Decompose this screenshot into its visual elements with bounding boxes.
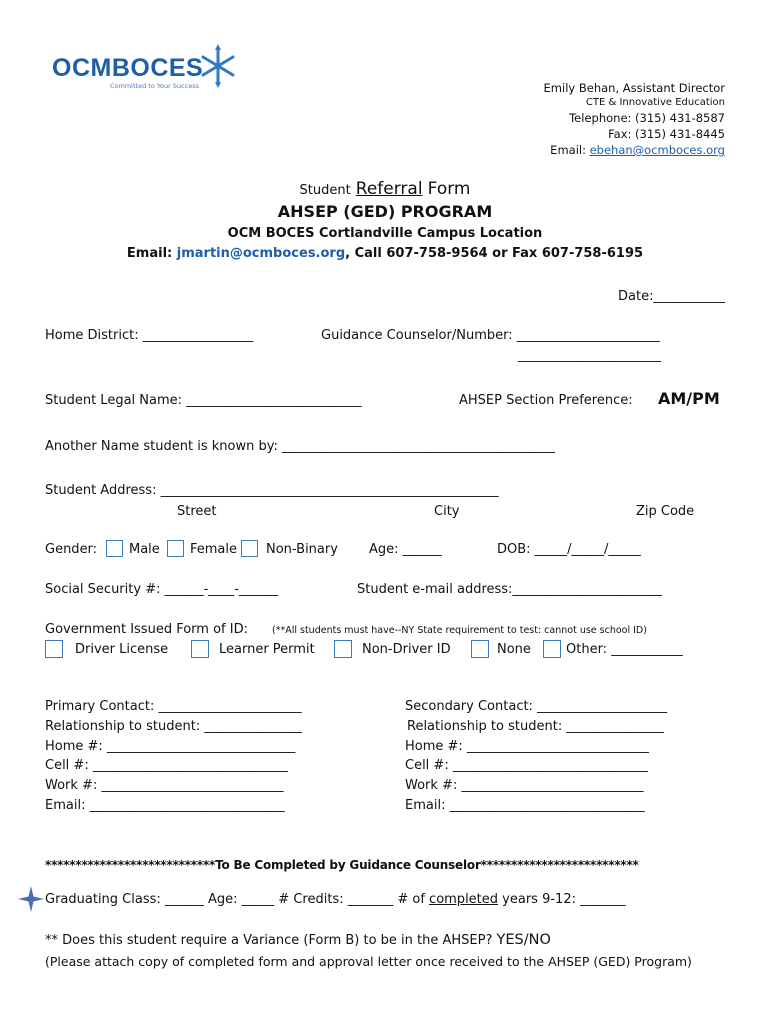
secondary-contact-field[interactable]: Secondary Contact: ____________________ — [405, 699, 668, 714]
contact-name: Emily Behan, Assistant Director — [543, 81, 725, 95]
guidance-counselor-line2[interactable]: ______________________ — [518, 348, 661, 363]
driver-license-label: Driver License — [75, 642, 169, 657]
primary-relationship-field[interactable]: Relationship to student: _______________ — [45, 719, 302, 734]
contact-telephone: Telephone: (315) 431-8587 — [569, 111, 725, 125]
male-checkbox[interactable] — [106, 540, 123, 557]
logo — [52, 44, 242, 96]
contact-dept: CTE & Innovative Education — [585, 97, 725, 108]
secondary-relationship-field[interactable]: Relationship to student: _______________ — [407, 719, 664, 734]
variance-yes-no[interactable]: YES/NO — [496, 932, 551, 948]
program-contact-line — [0, 246, 770, 261]
secondary-email-field[interactable]: Email: ______________________________ — [405, 798, 645, 813]
home-district-field[interactable]: Home District: _________________ — [45, 328, 254, 343]
primary-email-field[interactable]: Email: ______________________________ — [45, 798, 285, 813]
counselor-banner: ****************************To Be Completed by Guidance Counselor************************** — [45, 858, 639, 872]
learner-permit-label: Learner Permit — [219, 642, 315, 657]
address-field[interactable]: Student Address: ____________________________________________________ — [45, 483, 499, 498]
age-field[interactable]: Age: ______ — [369, 542, 442, 557]
gender-label: Gender: — [45, 542, 98, 557]
contact-email-link[interactable]: ebehan@ocmboces.org — [589, 143, 725, 157]
contact-fax: Fax: (315) 431-8445 — [608, 127, 725, 141]
zip-label: Zip Code — [636, 504, 695, 519]
street-label: Street — [177, 504, 217, 519]
logo-tagline: Committed to Your Success — [110, 82, 199, 90]
form-title — [0, 179, 770, 199]
program-email-link[interactable]: jmartin@ocmboces.org — [176, 246, 346, 261]
secondary-cell-field[interactable]: Cell #: ______________________________ — [405, 758, 648, 773]
campus-location: OCM BOCES Cortlandville Campus Location — [227, 226, 543, 241]
other-checkbox[interactable] — [543, 640, 561, 658]
guidance-counselor-field[interactable]: Guidance Counselor/Number: ______________________ — [321, 328, 660, 343]
male-label: Male — [129, 542, 160, 557]
contact-email-label: Email: — [550, 143, 590, 157]
none-label: None — [497, 642, 531, 657]
learner-permit-checkbox[interactable] — [191, 640, 209, 658]
nonbinary-checkbox[interactable] — [241, 540, 258, 557]
nonbinary-label: Non-Binary — [266, 542, 338, 557]
program-title: AHSEP (GED) PROGRAM — [277, 202, 493, 221]
variance-text: ** Does this student require a Variance (Form B) to be in the AHSEP? — [45, 933, 493, 948]
secondary-work-field[interactable]: Work #: ____________________________ — [405, 778, 644, 793]
ssn-field[interactable]: Social Security #: ______-____-______ — [45, 582, 278, 597]
am-pm-option[interactable]: AM/PM — [658, 389, 720, 408]
female-checkbox[interactable] — [167, 540, 184, 557]
years-field: years 9-12: _______ — [502, 892, 626, 907]
graduating-class-line[interactable] — [45, 892, 626, 907]
variance-question — [45, 932, 551, 948]
primary-cell-field[interactable]: Cell #: ______________________________ — [45, 758, 288, 773]
contact-email-line — [550, 143, 725, 157]
primary-home-field[interactable]: Home #: _____________________________ — [45, 739, 296, 754]
dob-field[interactable]: DOB: _____/_____/_____ — [497, 542, 641, 557]
date-field[interactable]: Date:___________ — [618, 289, 725, 304]
student-email-field[interactable]: Student e-mail address:_______________________ — [357, 582, 662, 597]
driver-license-checkbox[interactable] — [45, 640, 63, 658]
program-phone-fax: , Call 607-758-9564 or Fax 607-758-6195 — [345, 246, 644, 261]
primary-work-field[interactable]: Work #: ____________________________ — [45, 778, 284, 793]
city-label: City — [434, 504, 460, 519]
non-driver-label: Non-Driver ID — [362, 642, 451, 657]
snowflake-icon — [198, 44, 238, 88]
none-checkbox[interactable] — [471, 640, 489, 658]
non-driver-checkbox[interactable] — [334, 640, 352, 658]
primary-contact-field[interactable]: Primary Contact: ______________________ — [45, 699, 302, 714]
secondary-home-field[interactable]: Home #: ____________________________ — [405, 739, 649, 754]
section-preference-label: AHSEP Section Preference: — [459, 393, 633, 408]
graduating-class-fields: Graduating Class: ______ Age: _____ # Credits: _______ # of — [45, 892, 425, 907]
attach-note: (Please attach copy of completed form and approval letter once received to the AHSEP (GED) Program) — [45, 954, 692, 969]
star-marker-icon — [18, 886, 44, 912]
female-label: Female — [190, 542, 238, 557]
other-field[interactable]: Other: ___________ — [566, 642, 683, 657]
gov-id-label: Government Issued Form of ID: — [45, 622, 248, 637]
legal-name-field[interactable]: Student Legal Name: ___________________________ — [45, 393, 362, 408]
title-referral: Referral — [355, 179, 423, 199]
title-student: Student — [299, 183, 351, 198]
title-form: Form — [427, 179, 471, 199]
other-name-field[interactable]: Another Name student is known by: __________________________________________ — [45, 439, 555, 454]
completed-word: completed — [429, 892, 499, 907]
program-email-label: Email: — [126, 246, 177, 261]
logo-wordmark: OCMBOCES — [52, 54, 204, 82]
gov-id-note: (**All students must have--NY State requirement to test: cannot use school ID) — [272, 625, 647, 636]
